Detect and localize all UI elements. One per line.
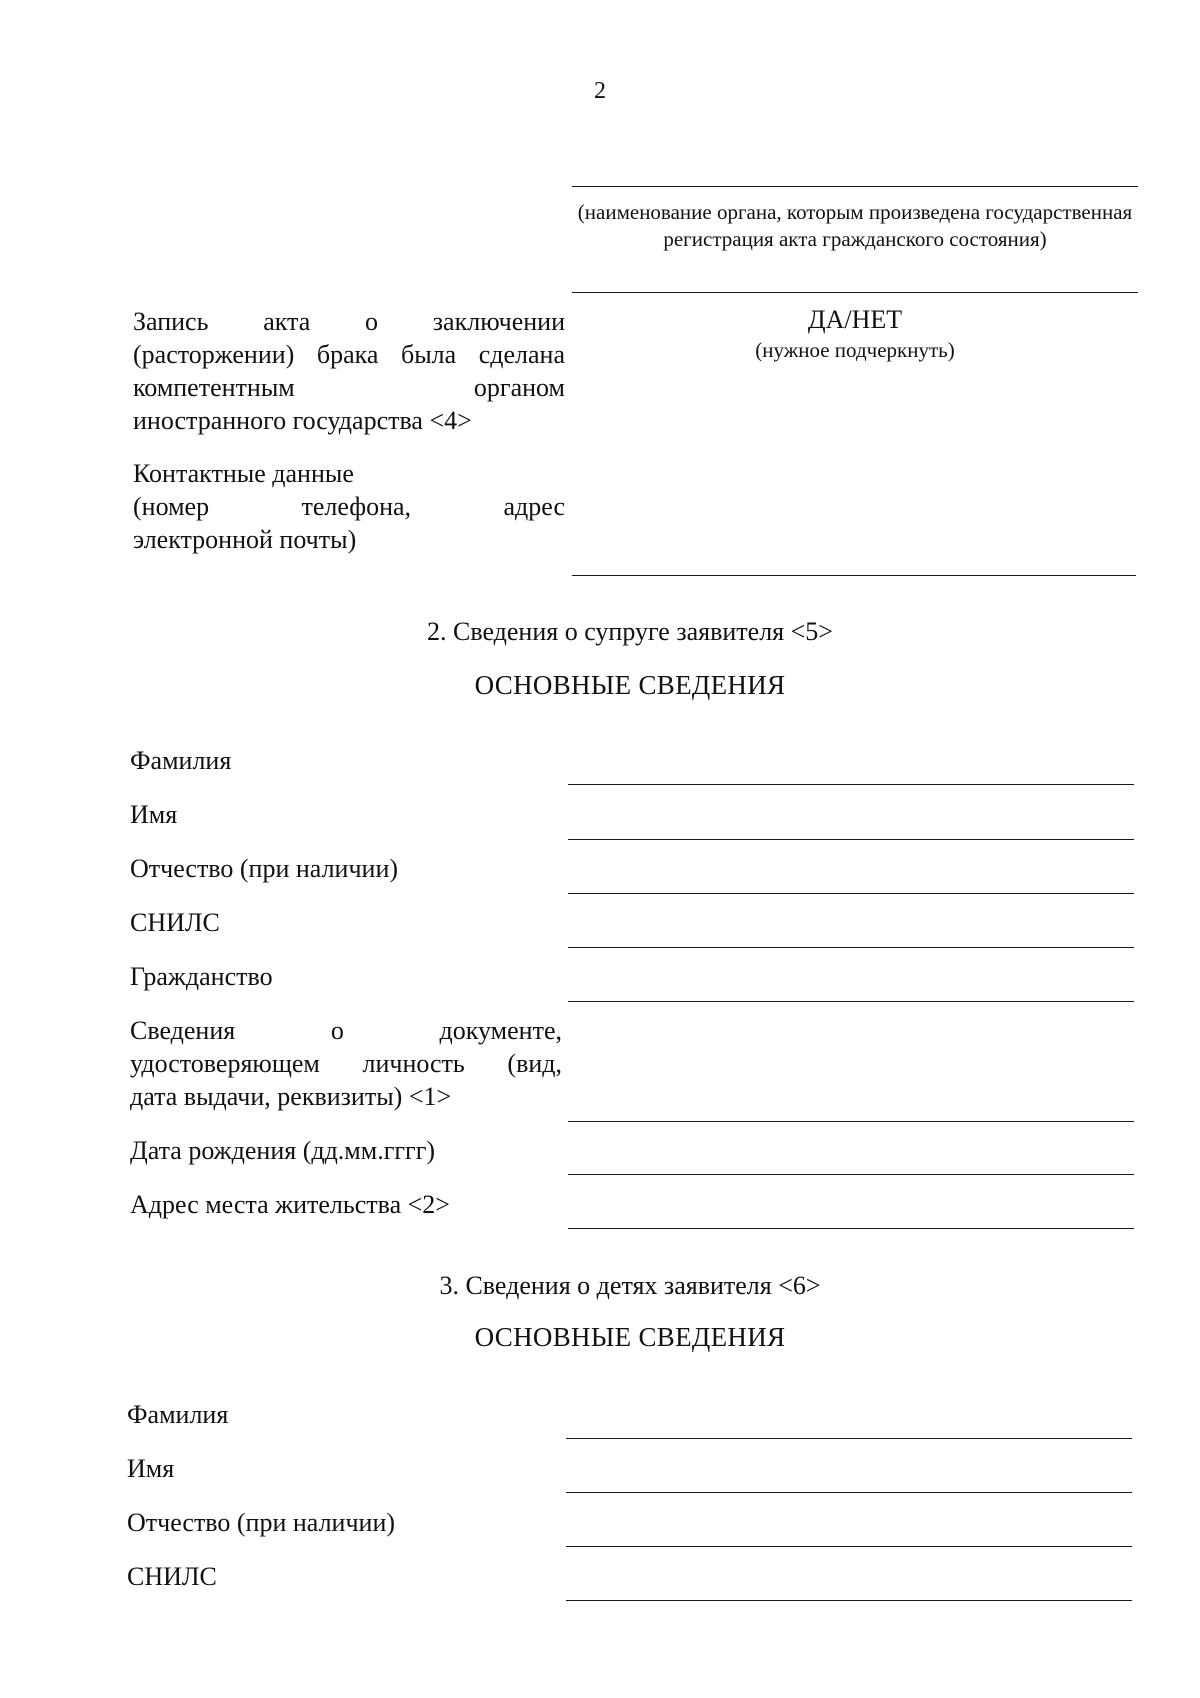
foreign-registration-question-line-1: Запись акта о заключении xyxy=(133,307,565,336)
contacts-label-line-1: Контактные данные xyxy=(133,459,354,488)
child-surname-field[interactable] xyxy=(566,1438,1132,1439)
spouse-citizenship-label: Гражданство xyxy=(130,962,273,991)
contacts-label-line-3: электронной почты) xyxy=(133,525,357,554)
spouse-name-field[interactable] xyxy=(568,839,1134,840)
spouse-name-label: Имя xyxy=(130,800,178,829)
spouse-patronymic-label: Отчество (при наличии) xyxy=(130,854,399,883)
children-section-title: 3. Сведения о детях заявителя <6> xyxy=(439,1271,821,1300)
foreign-registration-question-line-2: (расторжении) брака была сделана xyxy=(133,340,565,369)
spouse-subsection-title: ОСНОВНЫЕ СВЕДЕНИЯ xyxy=(474,670,786,700)
child-patronymic-field[interactable] xyxy=(566,1546,1132,1547)
spouse-id-document-label-line-2: удостоверяющем личность (вид, xyxy=(130,1049,562,1078)
authority-name-line[interactable] xyxy=(572,186,1138,187)
spouse-address-field[interactable] xyxy=(568,1228,1134,1229)
spouse-id-document-label-line-1: Сведения о документе, xyxy=(130,1016,562,1045)
contacts-field-line[interactable] xyxy=(572,575,1136,576)
authority-caption: (наименование органа, которым произведена государственная регистрация акта гражданского состояния) xyxy=(577,200,1133,251)
spouse-snils-field[interactable] xyxy=(568,947,1134,948)
authority-caption-underline xyxy=(572,292,1138,293)
spouse-surname-field[interactable] xyxy=(568,784,1134,785)
spouse-birth-date-field[interactable] xyxy=(568,1174,1134,1175)
contacts-label-line-2: (номер телефона, адрес xyxy=(133,492,565,521)
foreign-registration-question-line-4: иностранного государства <4> xyxy=(133,406,472,435)
child-name-field[interactable] xyxy=(566,1492,1132,1493)
child-surname-label: Фамилия xyxy=(127,1400,229,1429)
child-name-label: Имя xyxy=(127,1454,175,1483)
spouse-address-label: Адрес места жительства <2> xyxy=(130,1190,450,1219)
spouse-surname-label: Фамилия xyxy=(130,746,232,775)
child-snils-label: СНИЛС xyxy=(127,1562,217,1591)
spouse-citizenship-field[interactable] xyxy=(568,1001,1134,1002)
yes-no-answer[interactable]: ДА/НЕТ xyxy=(807,305,903,334)
spouse-patronymic-field[interactable] xyxy=(568,893,1134,894)
spouse-section-title: 2. Сведения о супруге заявителя <5> xyxy=(427,617,833,646)
page-number: 2 xyxy=(594,78,606,104)
child-patronymic-label: Отчество (при наличии) xyxy=(127,1508,396,1537)
foreign-registration-question-line-3: компетентным органом xyxy=(133,373,565,402)
yes-no-hint: (нужное подчеркнуть) xyxy=(755,338,955,362)
child-snils-field[interactable] xyxy=(566,1600,1132,1601)
children-subsection-title: ОСНОВНЫЕ СВЕДЕНИЯ xyxy=(474,1322,786,1352)
spouse-birth-date-label: Дата рождения (дд.мм.гггг) xyxy=(130,1136,436,1165)
spouse-id-document-label-line-3: дата выдачи, реквизиты) <1> xyxy=(130,1082,452,1111)
spouse-id-document-field[interactable] xyxy=(568,1121,1134,1122)
spouse-snils-label: СНИЛС xyxy=(130,908,220,937)
